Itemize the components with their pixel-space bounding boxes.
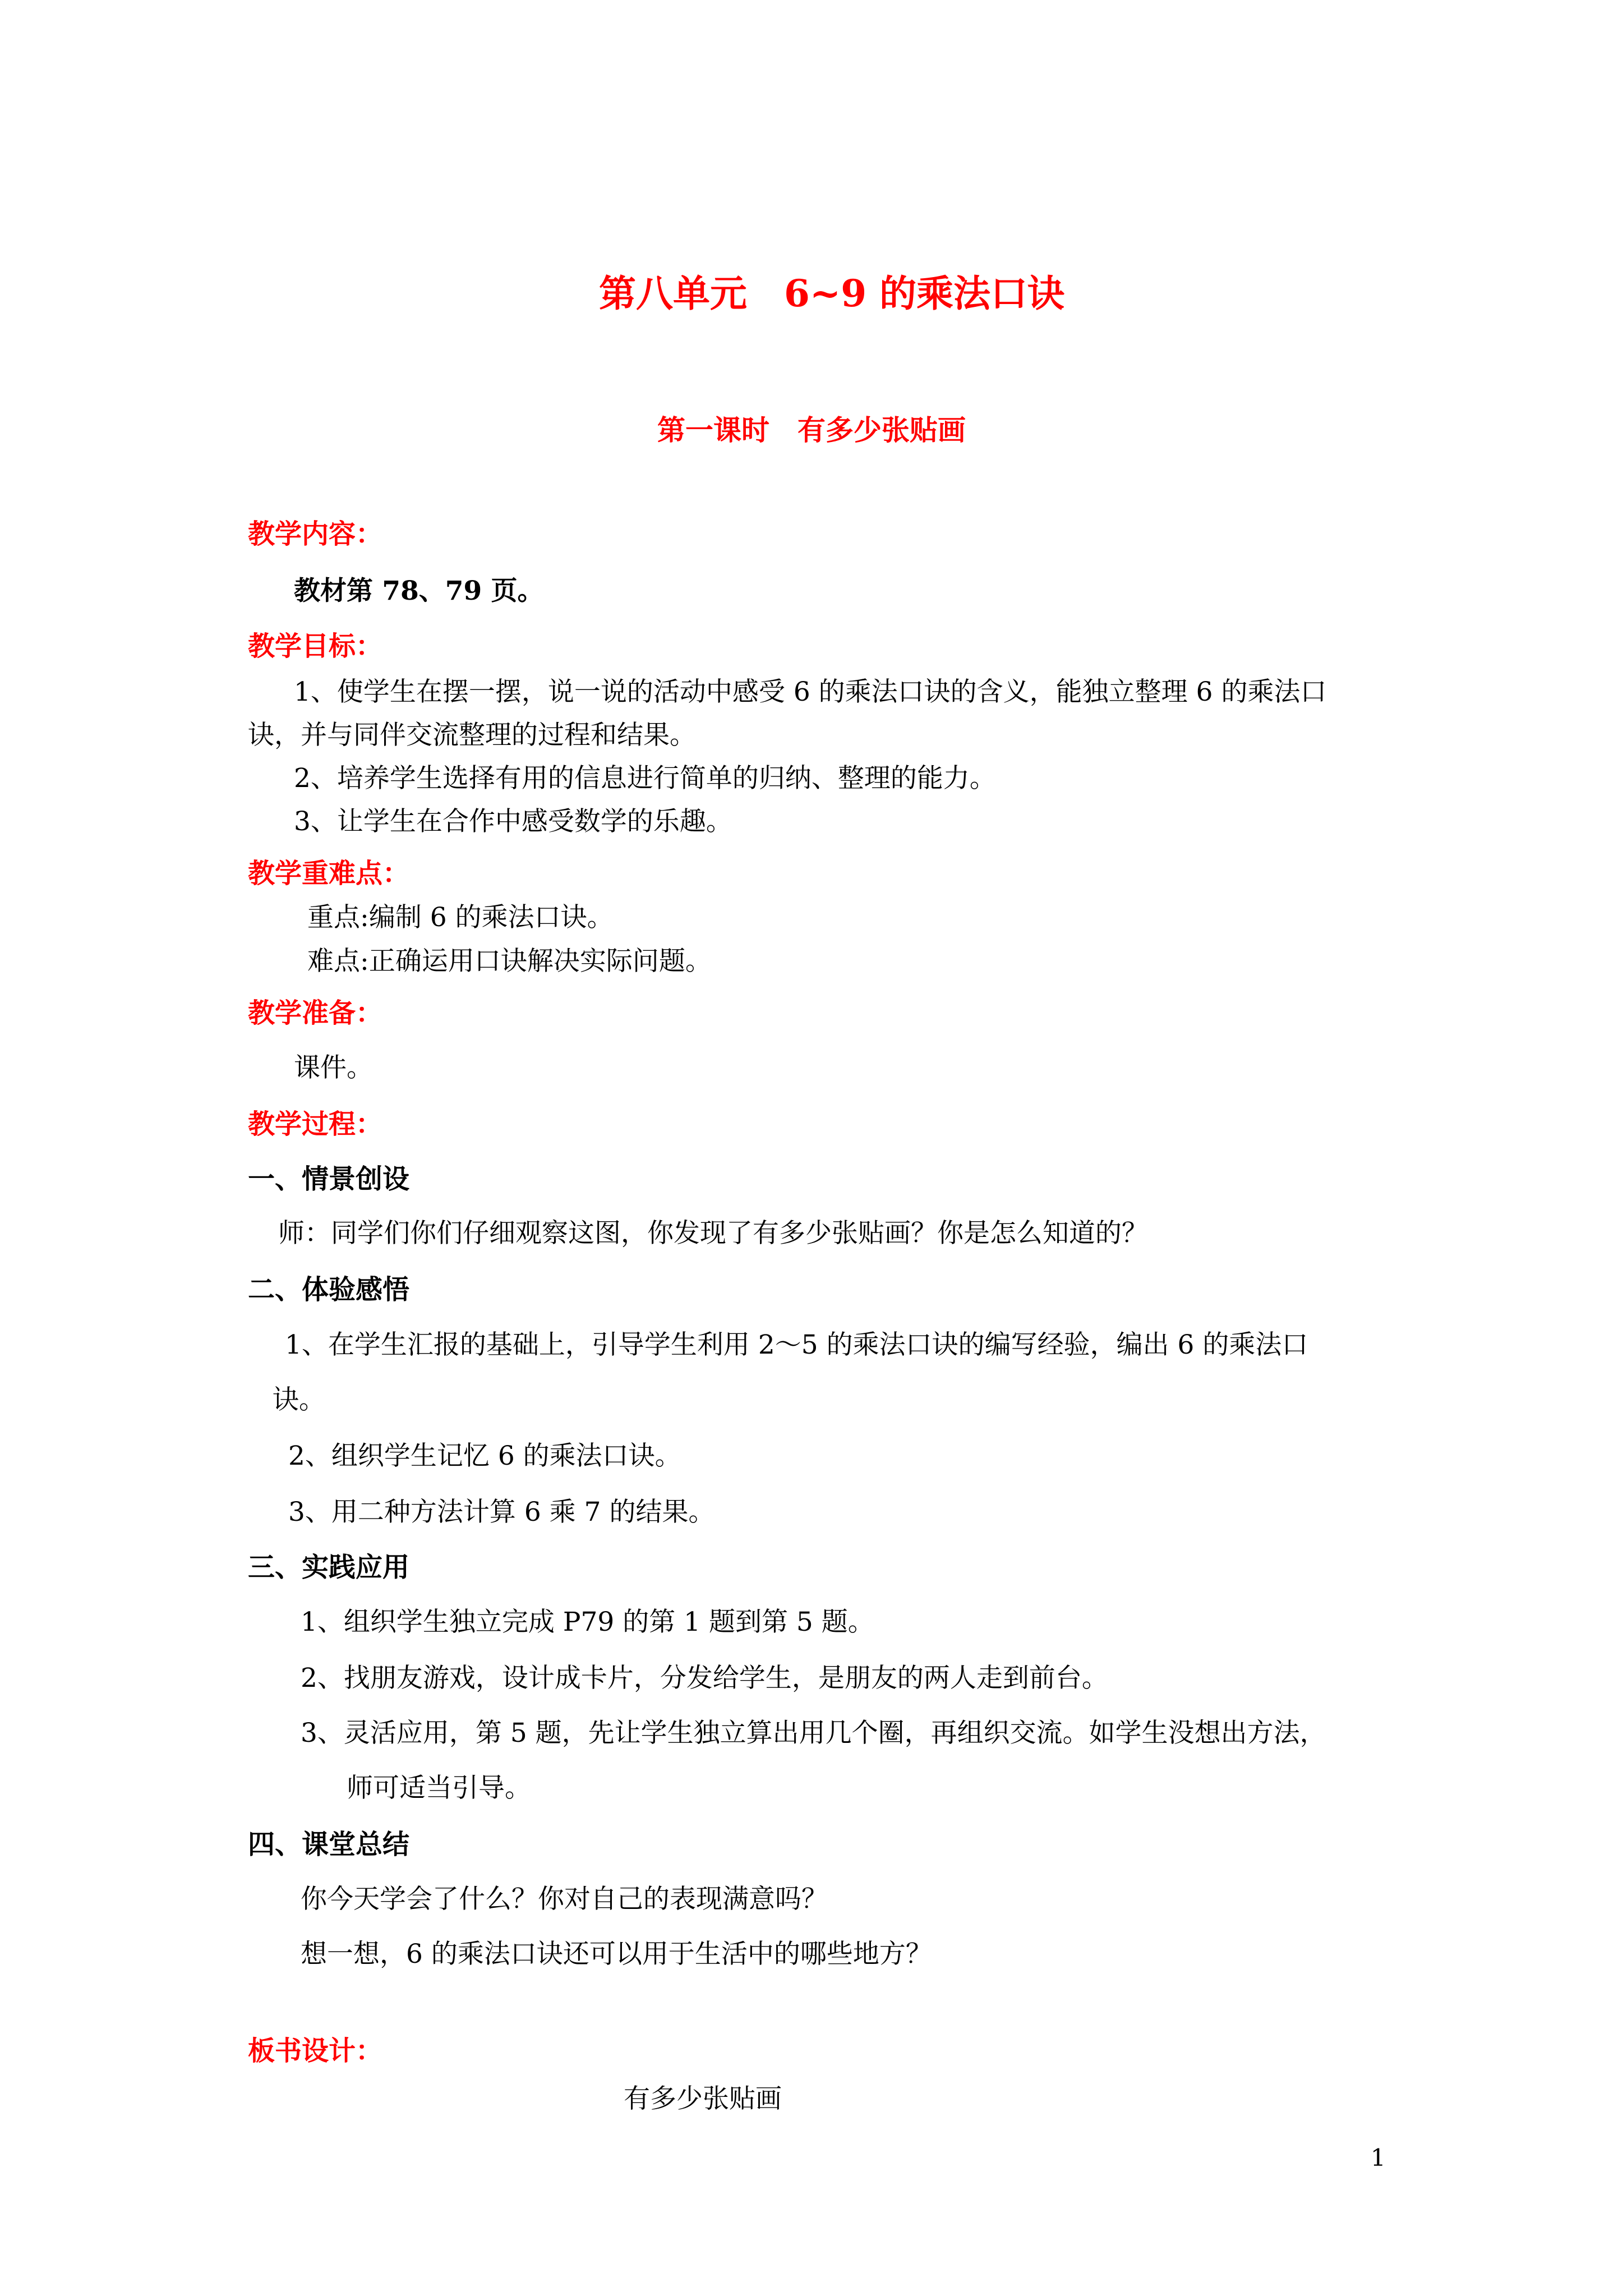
key-heading: 教学重难点： <box>248 858 410 889</box>
process-step-3-title: 三、实践应用 <box>248 1552 410 1583</box>
process-step-2-title: 二、体验感悟 <box>248 1274 410 1305</box>
board-heading: 板书设计： <box>248 2035 383 2067</box>
process-step-3-line-1: 1、组织学生独立完成 P79 的第 1 题到第 5 题。 <box>301 1607 874 1637</box>
page-title: 第八单元 6~9 的乘法口诀 <box>599 272 1065 315</box>
prep-text: 课件。 <box>294 1052 373 1083</box>
process-step-3-line-4: 师可适当引导。 <box>347 1773 531 1803</box>
page-number: 1 <box>1371 2144 1386 2171</box>
goal-line-4: 3、让学生在合作中感受数学的乐趣。 <box>294 806 732 837</box>
goal-line-3: 2、培养学生选择有用的信息进行简单的归纳、整理的能力。 <box>294 763 996 794</box>
lesson-subtitle: 第一课时 有多少张贴画 <box>657 413 966 447</box>
goal-line-1: 1、使学生在摆一摆，说一说的活动中感受 6 的乘法口诀的含义，能独立整理 6 的乘法口 <box>294 677 1327 707</box>
key-point-1: 重点:编制 6 的乘法口诀。 <box>307 902 614 933</box>
process-step-4-line-1: 你今天学会了什么？你对自己的表现满意吗？ <box>301 1884 828 1915</box>
process-step-3-line-2: 2、找朋友游戏，设计成卡片，分发给学生，是朋友的两人走到前台。 <box>301 1663 1108 1694</box>
process-step-2-line-4: 3、用二种方法计算 6 乘 7 的结果。 <box>288 1497 715 1527</box>
process-heading: 教学过程： <box>248 1108 383 1140</box>
process-step-4-line-2: 想一想，6 的乘法口诀还可以用于生活中的哪些地方？ <box>301 1939 932 1970</box>
board-text: 有多少张贴画 <box>624 2083 782 2114</box>
process-step-4-title: 四、课堂总结 <box>248 1829 410 1860</box>
key-point-2: 难点:正确运用口诀解决实际问题。 <box>307 946 712 977</box>
process-step-3-line-3: 3、灵活应用，第 5 题，先让学生独立算出用几个圈，再组织交流。如学生没想出方法， <box>301 1718 1326 1749</box>
process-step-2-line-2: 诀。 <box>273 1384 325 1415</box>
prep-heading: 教学准备： <box>248 997 383 1029</box>
goal-line-2: 诀，并与同伴交流整理的过程和结果。 <box>248 720 696 751</box>
content-text: 教材第 78、79 页。 <box>294 576 544 606</box>
process-step-1-line: 师：同学们你们仔细观察这图，你发现了有多少张贴画？你是怎么知道的？ <box>278 1218 1148 1249</box>
goals-heading: 教学目标： <box>248 631 383 662</box>
process-step-2-line-1: 1、在学生汇报的基础上，引导学生利用 2～5 的乘法口诀的编写经验，编出 6 的乘法口 <box>285 1329 1308 1360</box>
process-step-2-line-3: 2、组织学生记忆 6 的乘法口诀。 <box>288 1441 681 1471</box>
process-step-1-title: 一、情景创设 <box>248 1163 410 1195</box>
content-heading: 教学内容： <box>248 518 383 550</box>
